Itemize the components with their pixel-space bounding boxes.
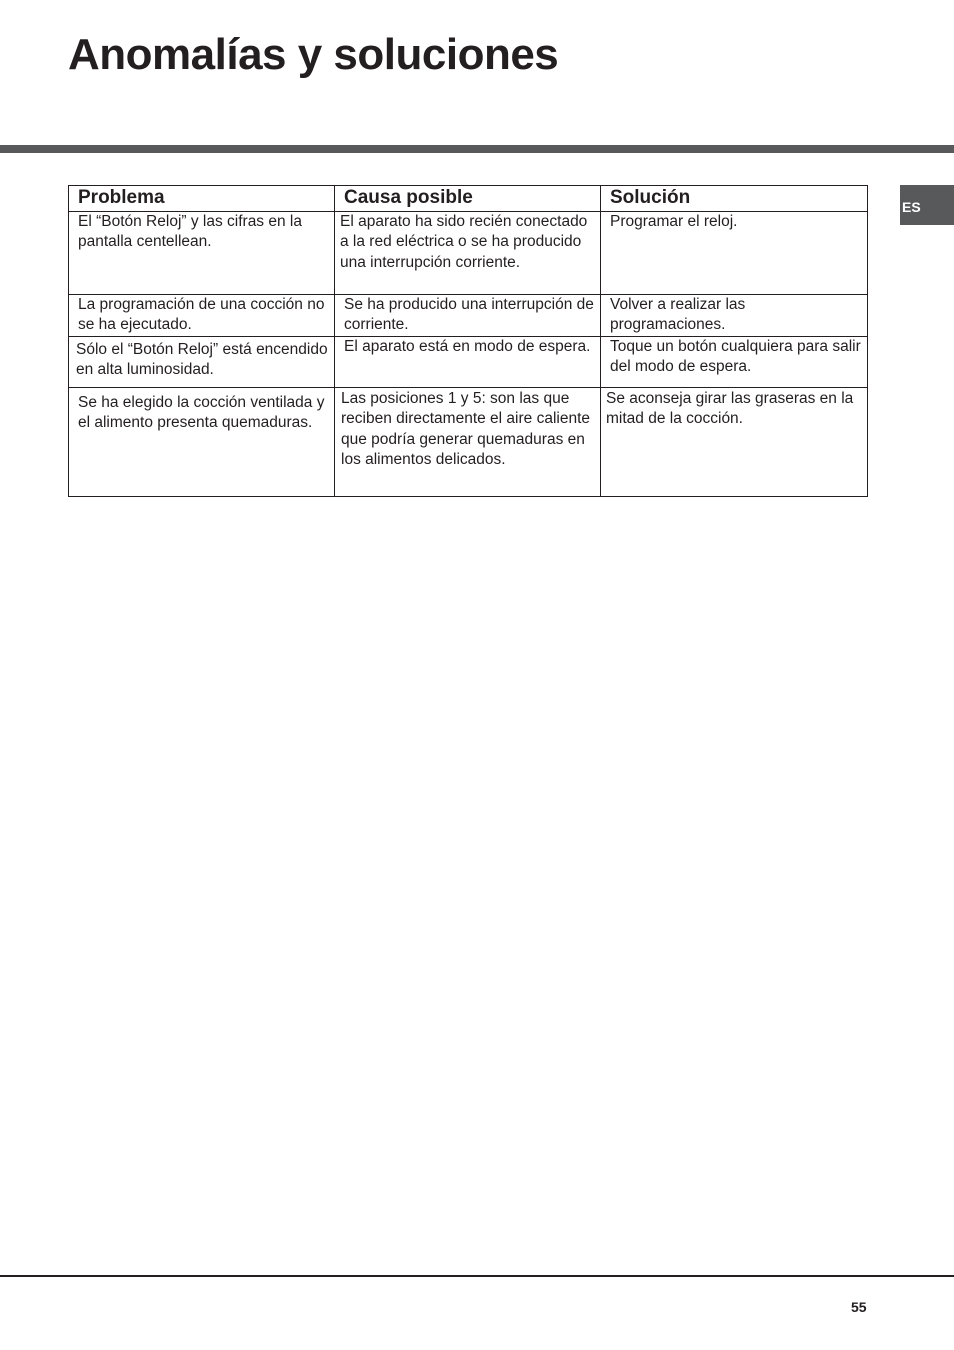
footer-divider	[0, 1275, 954, 1277]
table-row	[69, 336, 868, 387]
solution-cell: Se aconseja girar las graseras en la mitad de la cocción.	[601, 387, 868, 496]
cause-cell: El aparato ha sido recién conectado a la red eléctrica o se ha producido una interrupción corriente.	[335, 212, 601, 295]
cause-cell: Las posiciones 1 y 5: son las que reciben directamente el aire caliente que podría generar quemaduras en los alimentos delicados.	[335, 387, 601, 496]
page-number: 55	[851, 1299, 867, 1315]
table-row	[69, 295, 868, 337]
table-row	[69, 387, 868, 496]
page-title: Anomalías y soluciones	[68, 30, 559, 79]
solution-cell: Programar el reloj.	[601, 212, 868, 295]
table-row	[69, 212, 868, 295]
cause-cell: El aparato está en modo de espera.	[335, 336, 601, 387]
column-header-cause: Causa posible	[335, 186, 601, 212]
problem-cell: La programación de una cocción no se ha ejecutado.	[69, 295, 335, 337]
language-tab: ES	[900, 185, 954, 225]
header-divider	[0, 145, 954, 153]
column-header-problem: Problema	[69, 186, 335, 212]
problem-cell: Se ha elegido la cocción ventilada y el alimento presenta quemaduras.	[69, 387, 335, 496]
column-header-solution: Solución	[601, 186, 868, 212]
problem-cell: El “Botón Reloj” y las cifras en la pantalla centellean.	[69, 212, 335, 295]
troubleshooting-table	[68, 185, 868, 497]
solution-cell: Toque un botón cualquiera para salir del modo de espera.	[601, 336, 868, 387]
table-header-row	[69, 186, 868, 212]
solution-cell: Volver a realizar las programaciones.	[601, 295, 868, 337]
cause-cell: Se ha producido una interrupción de corriente.	[335, 295, 601, 337]
problem-cell: Sólo el “Botón Reloj” está encendido en alta luminosidad.	[69, 336, 335, 387]
